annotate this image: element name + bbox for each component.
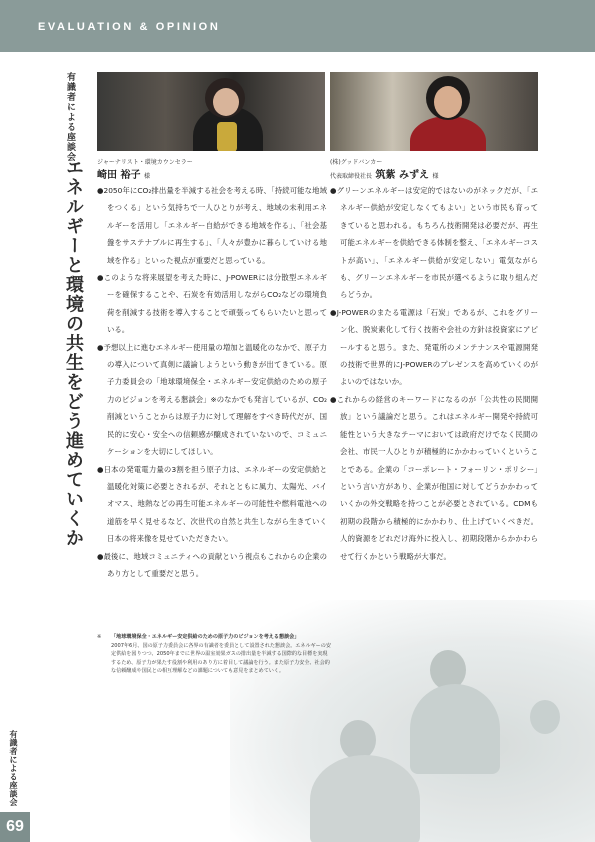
right-paragraph: ●これからの経営のキーワードになるのが「公共性の民間開放」という議論だと思う。これはエネルギー開発や持続可能性という大きなテーマにおいては政府だけでなく民間の会社、市民一人ひとりが積極的にかかわっていくということである。企業の「コーポレート・フォーリン・ポリシー」という言い方があり、企業が他国に対してどうかかわっていくかの外交戦略を持つことが必要とされている。CDMも初期の段階から積極的にかかわり、仕上げていくべきだ。人的資源をどれだけ海外に投入し、初期段階からかかわらせて行くかという戦略が大事だ。: [330, 394, 538, 561]
bg-person-head: [530, 700, 560, 734]
person-figure: [410, 116, 486, 151]
section-label: 有識者による座談会: [65, 72, 75, 162]
portrait-photo-left: [97, 72, 325, 151]
footnote-mark: ※: [97, 634, 102, 640]
footnote-heading: 「地球環境保全・エネルギー安定供給のための原子力のビジョンを考える懇談会」: [111, 634, 300, 640]
left-paragraph: ●日本の発電電力量の3割を担う原子力は、エネルギーの安定供給と温暖化対策に必要とされるが、それとともに風力、太陽光、バイオマス、地熱などの再生可能エネルギーの可能性や燃料電池への道筋を早く見せるなど、次世代の自然と共生しながら生きていく日本の将来像を見せていただきたい。: [97, 464, 327, 544]
footnote-body: 2007年6月、国の原子力委員会に各界の有識者を委員として設置された懇談会。エネルギーの安定供給を図りつつ、2050年までに世界の温室効果ガスの排出量を半減する国際的な目標を実現するため、原子力が果たす役割や利用のあり方に着目して議論を行う。また原子力安全、社会的な信頼醸成や国民との相互理解などの課題についても意見をまとめていく。: [111, 642, 331, 675]
right-paragraph: ●J-POWERのまたる電源は「石炭」であるが、これをグリーン化、脱炭素化して行く技術や会社の方針は投資家にアピールすると思う。また、発電所のメンテナンスや電源開発の技術で世界的にJ-POWERのプレゼンスを高めていくのがよいのではないか。: [330, 307, 538, 387]
bg-person-head: [340, 720, 376, 760]
left-honorific: 様: [143, 173, 150, 180]
right-name-text: 筑紫 みずえ: [375, 170, 429, 181]
header-label: EVALUATION & OPINION: [38, 21, 221, 33]
page-number: 69: [0, 812, 30, 842]
left-paragraph: ●このような将来展望を考えた時に、J-POWERには分散型エネルギーを確保することや、石炭を有効活用しながらCO₂などの環境負荷を削減する技術を導入することで頑張ってもらいたいと思っている。: [97, 273, 327, 335]
left-paragraph: ●予想以上に進むエネルギー使用量の増加と温暖化のなかで、原子力の導入について真剣に議論しようという動きが出てきている。原子力委員会の「地球環境保全・エネルギー安定供給のための原子力のビジョンを考える懇談会」※のなかでも発言しているが、CO₂削減ということからは原子力に対して理解をすべき時代だが、国民的に安心・安全への信頼感が醸成されていないので、コミュニケーションを大切にしてほしい。: [97, 342, 327, 457]
left-column: [97, 182, 327, 582]
page-header-band: [0, 0, 595, 52]
right-title: 代表取締役社長: [330, 173, 373, 180]
bg-person-body: [410, 684, 500, 774]
left-role: ジャーナリスト・環境カウンセラー: [97, 159, 193, 166]
bg-person-body: [310, 755, 420, 842]
right-honorific: 様: [432, 173, 439, 180]
left-paragraph: ●最後に、地域コミュニティへの貢献という視点もこれからの企業のあり方として重要だと思う。: [97, 551, 327, 578]
left-name: [97, 166, 150, 181]
left-paragraph: ●2050年にCO₂排出量を半減する社会を考える時、「持続可能な地域をつくる」という気持ちで一人ひとりが考え、地域の未利用エネルギーを活用し「エネルギー自給ができる地域を作る」、「社会基盤をサステナブルに再生する」、「人々が豊かに暮らしていける地域を作る」といった視点が重要だと思っている。: [97, 186, 327, 265]
right-paragraph: ●グリーンエネルギーは安定的ではないのがネックだが、「エネルギー供給が安定しなくてもよい」という市民も育ってきていると思われる。もちろん技術開発は必要だが、再生可能エネルギーを供給できる体制を整え、「エネルギーコストが高い」、「エネルギー供給が安定しない」電気ながらも、グリーンエネルギーを市民が選べるように取り組んだらどうか。: [330, 186, 538, 300]
right-name: [330, 166, 438, 181]
right-role: (株)グッドバンカー: [330, 159, 383, 166]
person-face: [213, 88, 239, 116]
portrait-photo-right: [330, 72, 538, 151]
right-column: [330, 182, 538, 565]
page-title: エネルギーと環境の共生をどう進めていくか: [63, 158, 84, 548]
person-face: [434, 86, 462, 118]
scarf: [217, 122, 237, 151]
footnote: [97, 633, 332, 676]
sidebar-label: 有識者による座談会: [9, 730, 18, 807]
left-name-text: 崎田 裕子: [97, 170, 141, 181]
